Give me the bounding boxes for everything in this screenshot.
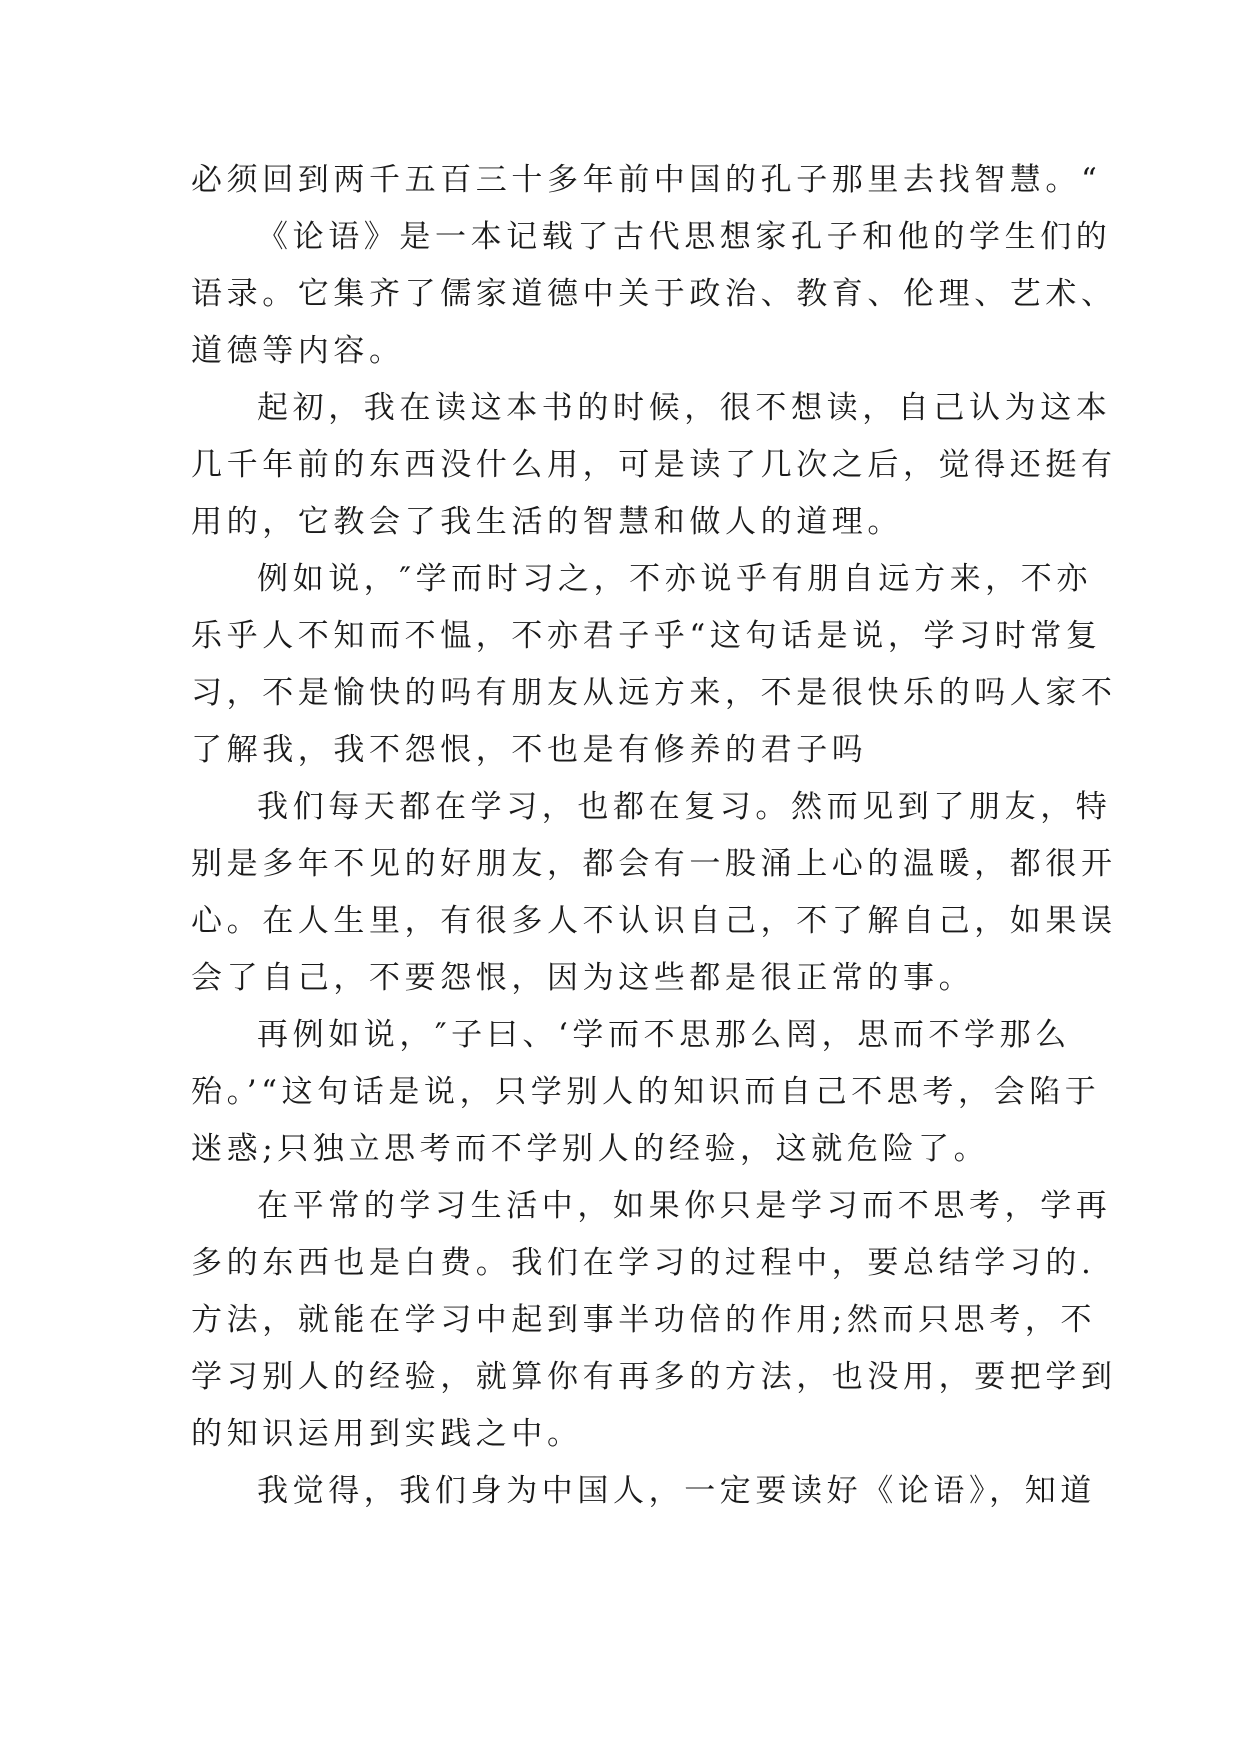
text-line: 别是多年不见的好朋友，都会有一股涌上心的温暖，都很开 bbox=[191, 846, 1117, 882]
text-line: 乐乎人不知而不愠，不亦君子乎“这句话是说，学习时常复 bbox=[191, 618, 1102, 654]
text-line: 我们每天都在学习，也都在复习。然而见到了朋友，特 bbox=[257, 789, 1112, 825]
text-line: 例如说，″学而时习之，不亦说乎有朋自远方来，不亦 bbox=[257, 561, 1092, 597]
text-line: 习，不是愉快的吗有朋友从远方来，不是很快乐的吗人家不 bbox=[191, 675, 1117, 711]
text-line: 多的东西也是白费。我们在学习的过程中，要总结学习的. bbox=[191, 1245, 1096, 1281]
text-line: 心。在人生里，有很多人不认识自己，不了解自己，如果误 bbox=[191, 903, 1117, 939]
text-line: 几千年前的东西没什么用，可是读了几次之后，觉得还挺有 bbox=[191, 447, 1117, 483]
text-line: 学习别人的经验，就算你有再多的方法，也没用，要把学到 bbox=[191, 1359, 1117, 1395]
text-line: 迷惑;只独立思考而不学别人的经验，这就危险了。 bbox=[191, 1131, 990, 1167]
text-line: 会了自己，不要怨恨，因为这些都是很正常的事。 bbox=[191, 960, 975, 996]
text-line: 必须回到两千五百三十多年前中国的孔子那里去找智慧。“ bbox=[191, 162, 1102, 198]
text-line: 起初，我在读这本书的时候，很不想读，自己认为这本 bbox=[257, 390, 1112, 426]
text-line: 道德等内容。 bbox=[191, 333, 405, 369]
text-line: 用的，它教会了我生活的智慧和做人的道理。 bbox=[191, 504, 903, 540]
text-line: 的知识运用到实践之中。 bbox=[191, 1416, 583, 1452]
text-line: 殆。’“这句话是说，只学别人的知识而自己不思考，会陷于 bbox=[191, 1074, 1101, 1110]
text-line: 再例如说，″子曰、‘学而不思那么罔，思而不学那么 bbox=[257, 1017, 1071, 1053]
text-line: 了解我，我不怨恨，不也是有修养的君子吗 bbox=[191, 732, 868, 768]
text-line: 方法，就能在学习中起到事半功倍的作用;然而只思考，不 bbox=[191, 1302, 1097, 1338]
text-line: 我觉得，我们身为中国人，一定要读好《论语》，知道 bbox=[257, 1473, 1096, 1509]
text-line: 语录。它集齐了儒家道德中关于政治、教育、伦理、艺术、 bbox=[191, 276, 1117, 312]
text-line: 在平常的学习生活中，如果你只是学习而不思考，学再 bbox=[257, 1188, 1112, 1224]
text-line: 《论语》是一本记载了古代思想家孔子和他的学生们的 bbox=[257, 219, 1112, 255]
